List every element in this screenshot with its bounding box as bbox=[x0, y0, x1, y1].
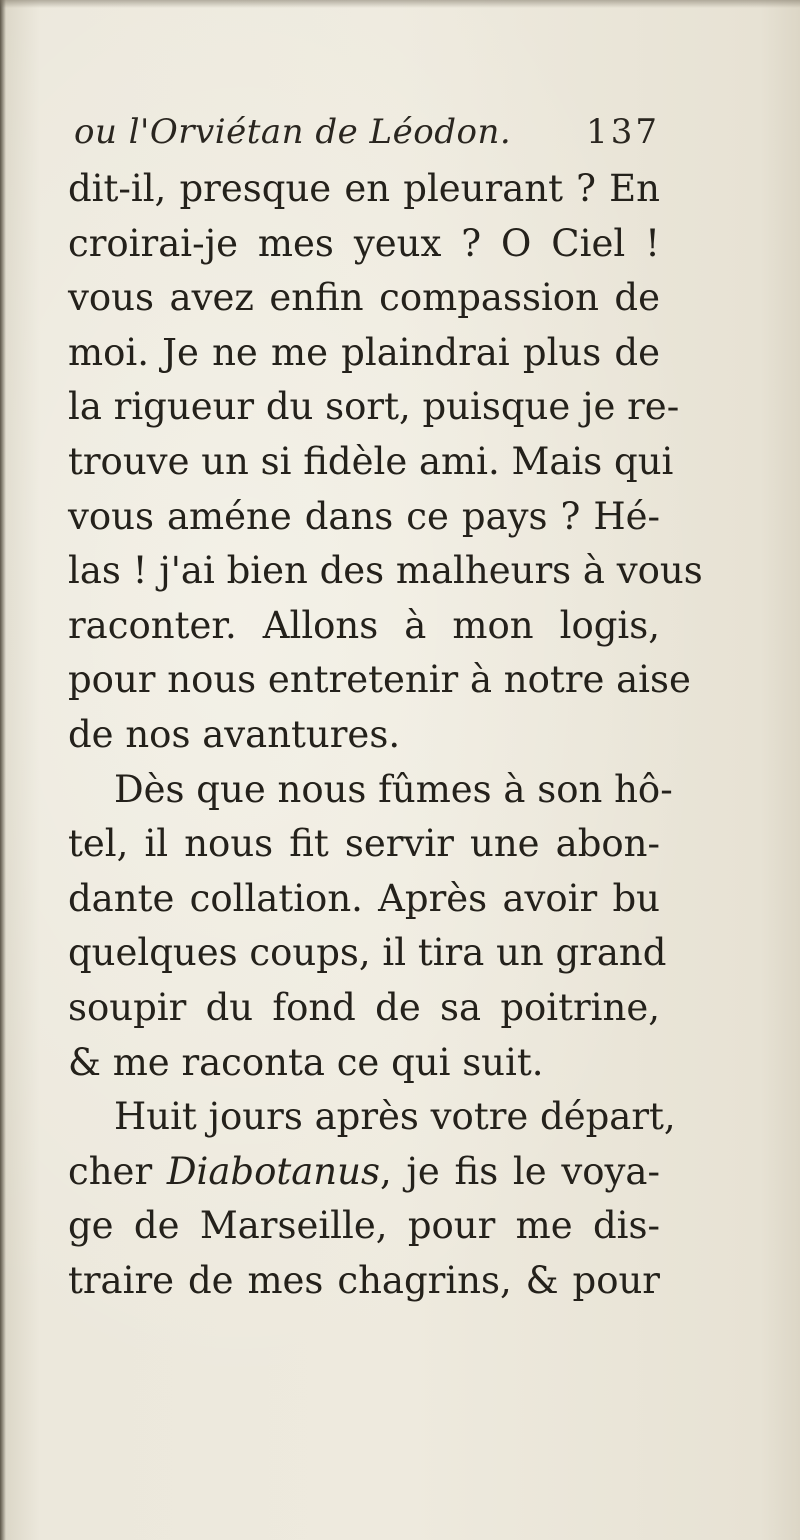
text-line-10: pour nous entretenir à notre aise bbox=[68, 658, 691, 702]
text-line-17: & me raconta ce qui suit. bbox=[68, 1040, 544, 1084]
running-head bbox=[74, 108, 660, 158]
text-line-2: croirai-je mes yeux ? O Ciel ! bbox=[68, 221, 660, 265]
text-line-16: soupir du fond de sa poitrine, bbox=[68, 985, 660, 1029]
text-line-7: vous améne dans ce pays ? Hé- bbox=[68, 494, 660, 538]
body-text bbox=[68, 162, 703, 1308]
text-line-1: dit-il, presque en pleurant ? En bbox=[68, 167, 660, 210]
text-line-18: Huit jours après votre départ, bbox=[114, 1095, 676, 1139]
text-line-20: ge de Marseille, pour me dis- bbox=[68, 1204, 660, 1248]
text-line-4: moi. Je ne me plaindrai plus de bbox=[68, 330, 660, 374]
text-line-14: dante collation. Après avoir bu bbox=[68, 876, 660, 920]
name-diabotanus: Diabotanus bbox=[166, 1149, 380, 1193]
text-line-21: traire de mes chagrins, & pour bbox=[68, 1258, 660, 1302]
text-line-15: quelques coups, il tira un grand bbox=[68, 931, 667, 975]
text-line-13: tel, il nous fit servir une abon- bbox=[68, 822, 660, 866]
text-line-3: vous avez enfin compassion de bbox=[68, 276, 660, 320]
text-line-8: las ! j'ai bien des malheurs à vous bbox=[68, 549, 703, 593]
text-line-9: raconter. Allons à mon logis, bbox=[68, 603, 660, 647]
page-number: 137 bbox=[586, 112, 660, 152]
text-line-12: Dès que nous fûmes à son hô- bbox=[114, 767, 673, 811]
text-line-19-end: , je fis le voya- bbox=[379, 1149, 660, 1193]
text-line-19-start: cher bbox=[68, 1149, 167, 1193]
running-title: ou l'Orviétan de Léodon. bbox=[74, 112, 512, 152]
text-line-19 bbox=[68, 1145, 660, 1200]
text-line-11: de nos avantures. bbox=[68, 712, 401, 756]
text-line-6: trouve un si fidèle ami. Mais qui bbox=[68, 439, 674, 483]
text-line-5: la rigueur du sort, puisque je re- bbox=[68, 385, 680, 429]
